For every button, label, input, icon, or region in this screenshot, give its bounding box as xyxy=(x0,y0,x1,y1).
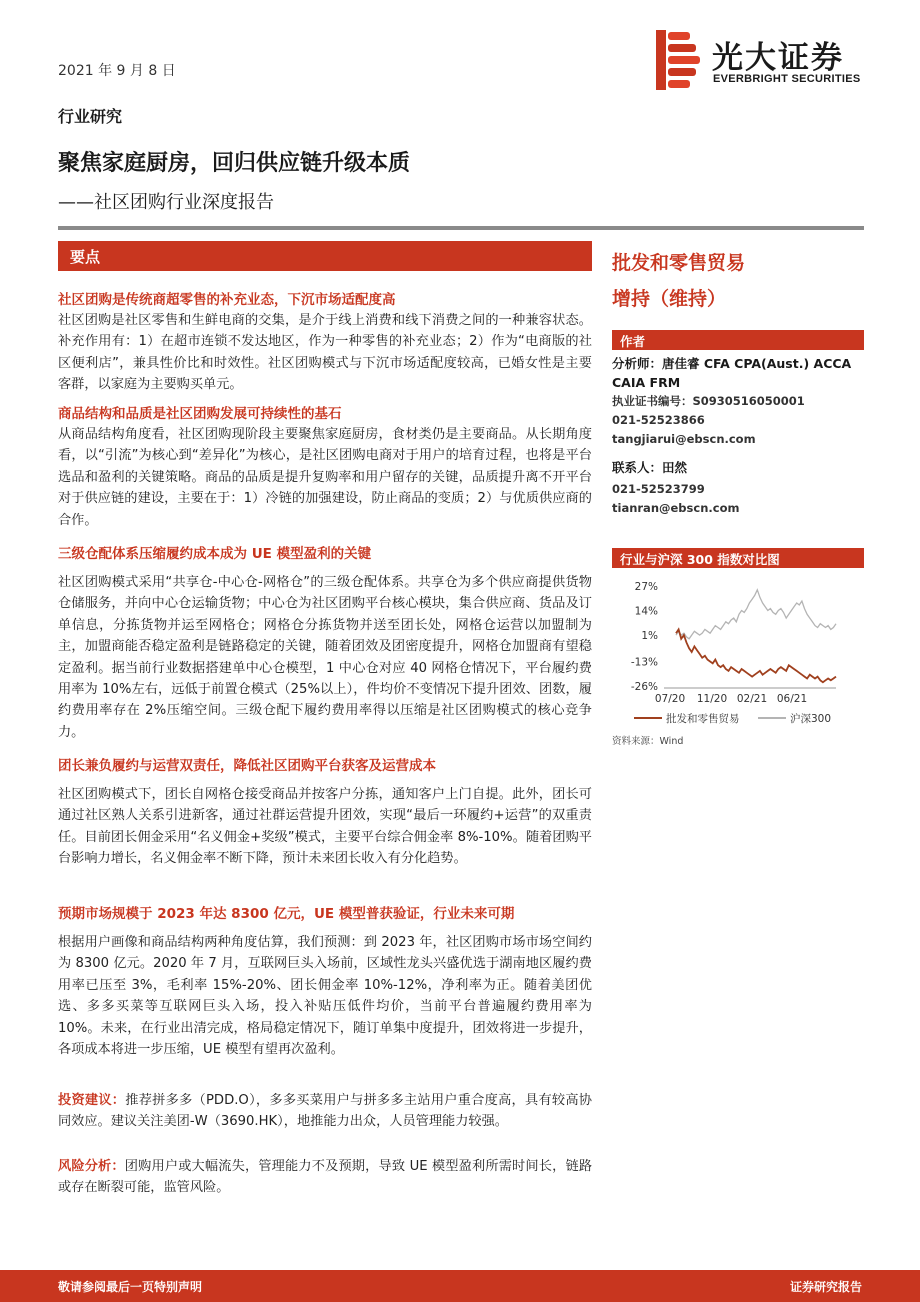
section-body: 社区团购是社区零售和生鲜电商的交集，是介于线上消费和线下消费之间的一种兼容状态。补充作用有：1）在超市连锁不发达地区，作为一种零售的补充业态；2）作为“电商版的社区便利店”，兼具性价比和时效性。社区团购模式与下沉市场适配度较高，已婚女性是主要客群，以家庭为主要购买单元。 xyxy=(58,313,592,393)
report-date: 2021 年 9 月 8 日 xyxy=(58,63,176,79)
section-heading: 团长兼负履约与运营双责任，降低社区团购平台获客及运营成本 xyxy=(58,758,436,774)
section-body: 从商品结构角度看，社区团购现阶段主要聚焦家庭厨房，食材类仍是主要商品。从长期角度看，以“引流”为核心到“差异化”为核心，是社区团购电商对于用户的培育过程，也将是平台选品和盈利的关键策略。商品的品质是提升复购率和用户留存的关键，品质提升离不开平台对于供应链的建设，主要在于：1）冷链的加强建设，防止商品的变质；2）与优质供应商的合作。 xyxy=(58,427,592,528)
y-tick-label: 27% xyxy=(634,581,658,593)
section-4 xyxy=(58,756,592,870)
author-bar xyxy=(612,330,864,350)
section-heading: 商品结构和品质是社区团购发展可持续性的基石 xyxy=(58,406,342,422)
report-subtitle: ——社区团购行业深度报告 xyxy=(58,192,274,213)
sector-name: 批发和零售贸易 xyxy=(612,252,746,274)
section-1 xyxy=(58,290,592,396)
footer-bar xyxy=(0,1270,920,1302)
author-label: 作者 xyxy=(620,334,646,349)
y-tick-label: 1% xyxy=(641,630,658,643)
series-line xyxy=(676,629,836,682)
section-body: 社区团购模式下，团长自网格仓接受商品并按客户分拣，通知客户上门自提。此外，团长可通过社区熟人关系引进新客，通过社群运营提升团效，实现“最后一环履约+运营”的双重责任。目前团长佣金采用“名义佣金+奖级”模式，主要平台综合佣金率 8%-10%。随着团购平台影响力增长，名义佣金率不断下降，预计未来团长收入有分化趋势。 xyxy=(58,787,592,867)
x-tick-label: 11/20 xyxy=(696,693,728,705)
rating: 增持（维持） xyxy=(612,288,727,310)
analyst-phone: 021-52523866 xyxy=(612,413,705,427)
x-tick-label: 07/20 xyxy=(654,693,686,705)
certificate-number: 执业证书编号：S0930516050001 xyxy=(612,394,805,408)
y-tick-label: -13% xyxy=(630,656,658,669)
investment-advice xyxy=(58,1090,592,1133)
section-heading: 社区团购是传统商超零售的补充业态，下沉市场适配度高 xyxy=(58,292,396,308)
logo-mark-icon xyxy=(656,30,702,90)
report-title: 聚焦家庭厨房，回归供应链升级本质 xyxy=(58,151,411,176)
risk-body: 团购用户或大幅流失，管理能力不及预期，导致 UE 模型盈利所需时间长，链路或存在断裂可能，监管风险。 xyxy=(58,1159,593,1196)
y-tick-label: -26% xyxy=(630,681,658,693)
x-tick-label: 06/21 xyxy=(776,693,808,705)
contact-phone: 021-52523799 xyxy=(612,482,705,496)
section-heading: 三级仓配体系压缩履约成本成为 UE 模型盈利的关键 xyxy=(58,546,372,562)
series-line xyxy=(676,590,836,639)
section-body: 根据用户画像和商品结构两种角度估算，我们预测：到 2023 年，社区团购市场市场空间约为 8300 亿元。2020 年 7 月，互联网巨头入场前，区域性龙头兴盛优选于湖南地区履约费用率已压至 3%，毛利率 15%-20%、团长佣金率 10%-12%，净利率为正。随着美团优选、多多买菜等互联网巨头入场，投入补贴压低件均价，当前平台普遍履约费用率为 10%。未来，在行业出清完成，格局稳定情况下，随订单集中度提升，团效将进一步提升，各项成本将进一步压缩，UE 模型有望再次盈利。 xyxy=(58,935,592,1058)
brand-name-en: EVERBRIGHT SECURITIES xyxy=(713,73,861,85)
chart-title-bar xyxy=(612,548,864,568)
x-tick-label: 02/21 xyxy=(736,693,768,705)
chart-source: 资料来源：Wind xyxy=(612,736,684,747)
section-2 xyxy=(58,404,592,531)
index-comparison-chart xyxy=(612,574,864,750)
contact-email[interactable]: tianran@ebscn.com xyxy=(612,501,740,515)
analyst-info xyxy=(612,354,864,449)
report-category: 行业研究 xyxy=(58,107,123,126)
analyst-email[interactable]: tangjiarui@ebscn.com xyxy=(612,432,756,446)
risk-analysis xyxy=(58,1156,592,1199)
section-body: 社区团购模式采用“共享仓-中心仓-网格仓”的三级仓配体系。共享仓为多个供应商提供货物仓储服务，并向中心仓运输货物；中心仓为社区团购平台核心模块，集合供应商、货品及订单信息，分拣货物并运至网格仓；网格仓分拣货物并送至团长处，网格仓运营以加盟制为主，加盟商能否稳定盈利是链路稳定的关键，随着团效及团密度提升，网格仓加盟商有望稳定盈利。据当前行业数据搭建单中心仓模型，1 中心仓对应 40 网格仓情况下，平台履约费用率为 10%左右，远低于前置仓模式（25%以上），件均价不变情况下提升团效、团数，履约费用率存在 2%压缩空间。三级仓配下履约费用率得以压缩是社区团购模式的核心竞争力。 xyxy=(58,575,592,740)
disclaimer-note: 敬请参阅最后一页特别声明 xyxy=(58,1280,203,1294)
section-5 xyxy=(58,904,592,1060)
legend-label: 沪深300 xyxy=(790,713,832,725)
everbright-logo xyxy=(656,30,866,92)
analyst-name: 分析师：唐佳睿 CFA CPA(Aust.) ACCA xyxy=(612,356,852,371)
header-divider xyxy=(58,226,864,230)
report-type: 证券研究报告 xyxy=(789,1280,862,1294)
section-heading: 预期市场规模于 2023 年达 8300 亿元，UE 模型普获验证，行业未来可期 xyxy=(58,906,515,922)
key-points-bar xyxy=(58,241,592,271)
legend-label: 批发和零售贸易 xyxy=(666,713,740,725)
contact-name: 联系人：田然 xyxy=(612,460,688,475)
section-3 xyxy=(58,544,592,743)
analyst-credentials: CAIA FRM xyxy=(612,375,681,390)
chart-svg xyxy=(612,574,864,750)
investment-label: 投资建议： xyxy=(58,1093,126,1108)
risk-label: 风险分析： xyxy=(58,1159,125,1174)
brand-name-cn: 光大证券 xyxy=(712,40,844,76)
key-points-label: 要点 xyxy=(70,248,101,266)
y-tick-label: 14% xyxy=(634,605,658,618)
chart-title: 行业与沪深 300 指数对比图 xyxy=(620,552,780,567)
contact-info xyxy=(612,458,739,518)
investment-body: 推荐拼多多（PDD.O），多多买菜用户与拼多多主站用户重合度高，具有较高协同效应。建议关注美团-W（3690.HK），地推能力出众，人员管理能力较强。 xyxy=(58,1093,592,1130)
